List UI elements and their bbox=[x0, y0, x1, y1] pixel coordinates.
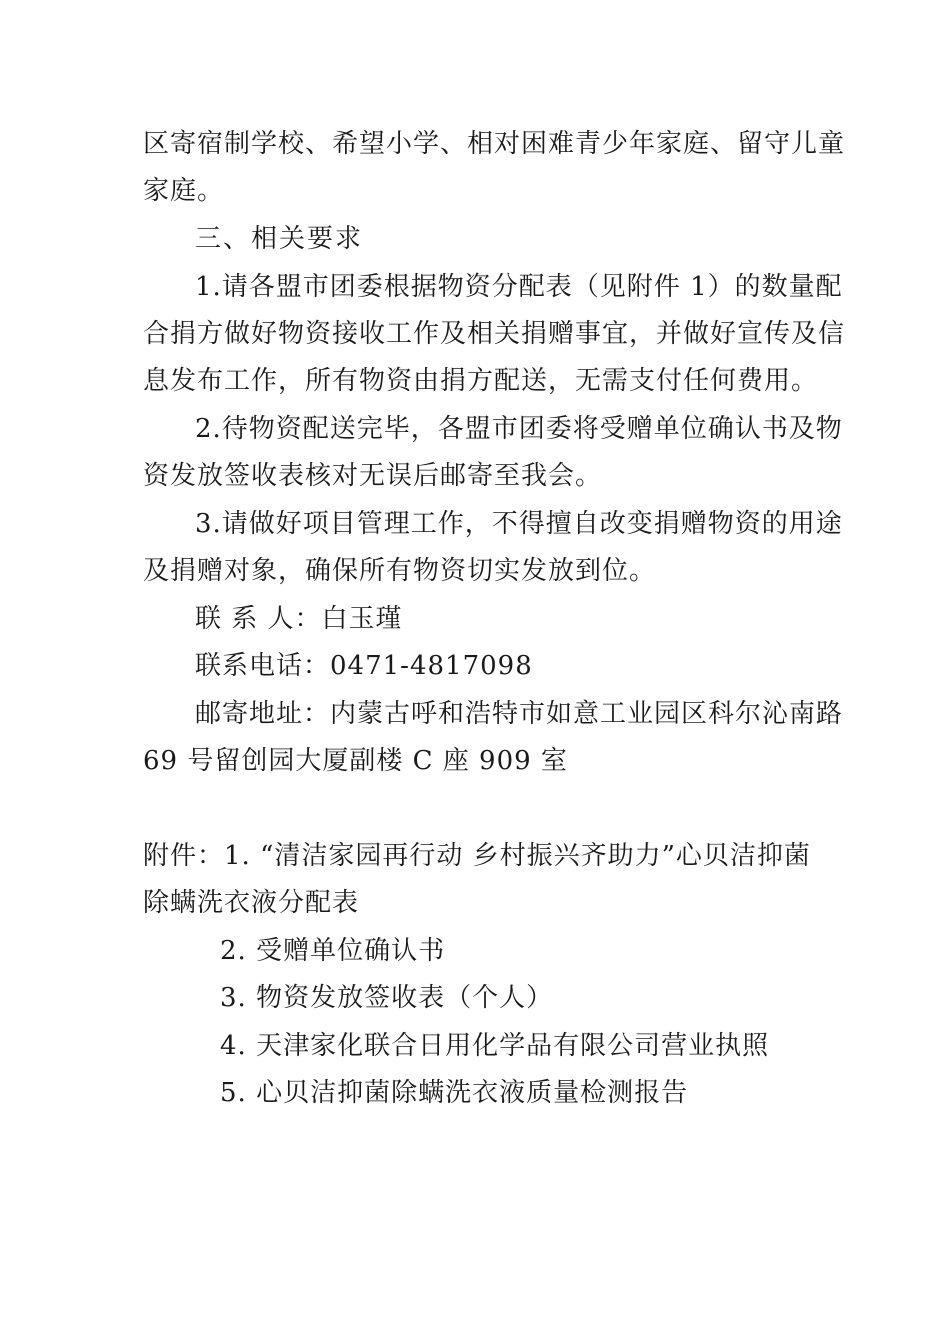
requirement-1-line-3: 息发布工作，所有物资由捐方配送，无需支付任何费用。 bbox=[143, 366, 819, 396]
contact-address-line-2: 69 号留创园大厦副楼 C 座 909 室 bbox=[143, 746, 568, 776]
attachment-item-5: 5. 心贝洁抑菌除螨洗衣液质量检测报告 bbox=[220, 1078, 689, 1108]
contact-phone: 联系电话：0471-4817098 bbox=[195, 651, 533, 681]
attachment-item-2: 2. 受赠单位确认书 bbox=[220, 936, 446, 966]
contact-person: 联 系 人：白玉瑾 bbox=[195, 604, 403, 634]
requirement-1-line-1: 1.请各盟市团委根据物资分配表（见附件 1）的数量配 bbox=[195, 272, 843, 302]
requirement-2-line-2: 资发放签收表核对无误后邮寄至我会。 bbox=[143, 461, 603, 491]
attachment-item-3: 3. 物资发放签收表（个人） bbox=[220, 983, 554, 1013]
requirement-2-line-1: 2.待物资配送完毕，各盟市团委将受赠单位确认书及物 bbox=[195, 414, 843, 444]
contact-address-line-1: 邮寄地址：内蒙古呼和浩特市如意工业园区科尔沁南路 bbox=[195, 699, 844, 729]
intro-tail-line-1: 区寄宿制学校、希望小学、相对困难青少年家庭、留守儿童 bbox=[143, 129, 846, 159]
attachment-1-line-1: 附件：1. “清洁家园再行动 乡村振兴齐助力”心贝洁抑菌 bbox=[143, 841, 811, 871]
attachment-1-line-2: 除螨洗衣液分配表 bbox=[143, 888, 360, 918]
section-heading: 三、相关要求 bbox=[195, 224, 364, 254]
intro-tail-line-2: 家庭。 bbox=[143, 176, 225, 206]
requirement-1-line-2: 合捐方做好物资接收工作及相关捐赠事宜，并做好宣传及信 bbox=[143, 319, 846, 349]
requirement-3-line-1: 3.请做好项目管理工作，不得擅自改变捐赠物资的用途 bbox=[195, 509, 843, 539]
requirement-3-line-2: 及捐赠对象，确保所有物资切实发放到位。 bbox=[143, 556, 657, 586]
attachment-item-4: 4. 天津家化联合日用化学品有限公司营业执照 bbox=[220, 1031, 770, 1061]
